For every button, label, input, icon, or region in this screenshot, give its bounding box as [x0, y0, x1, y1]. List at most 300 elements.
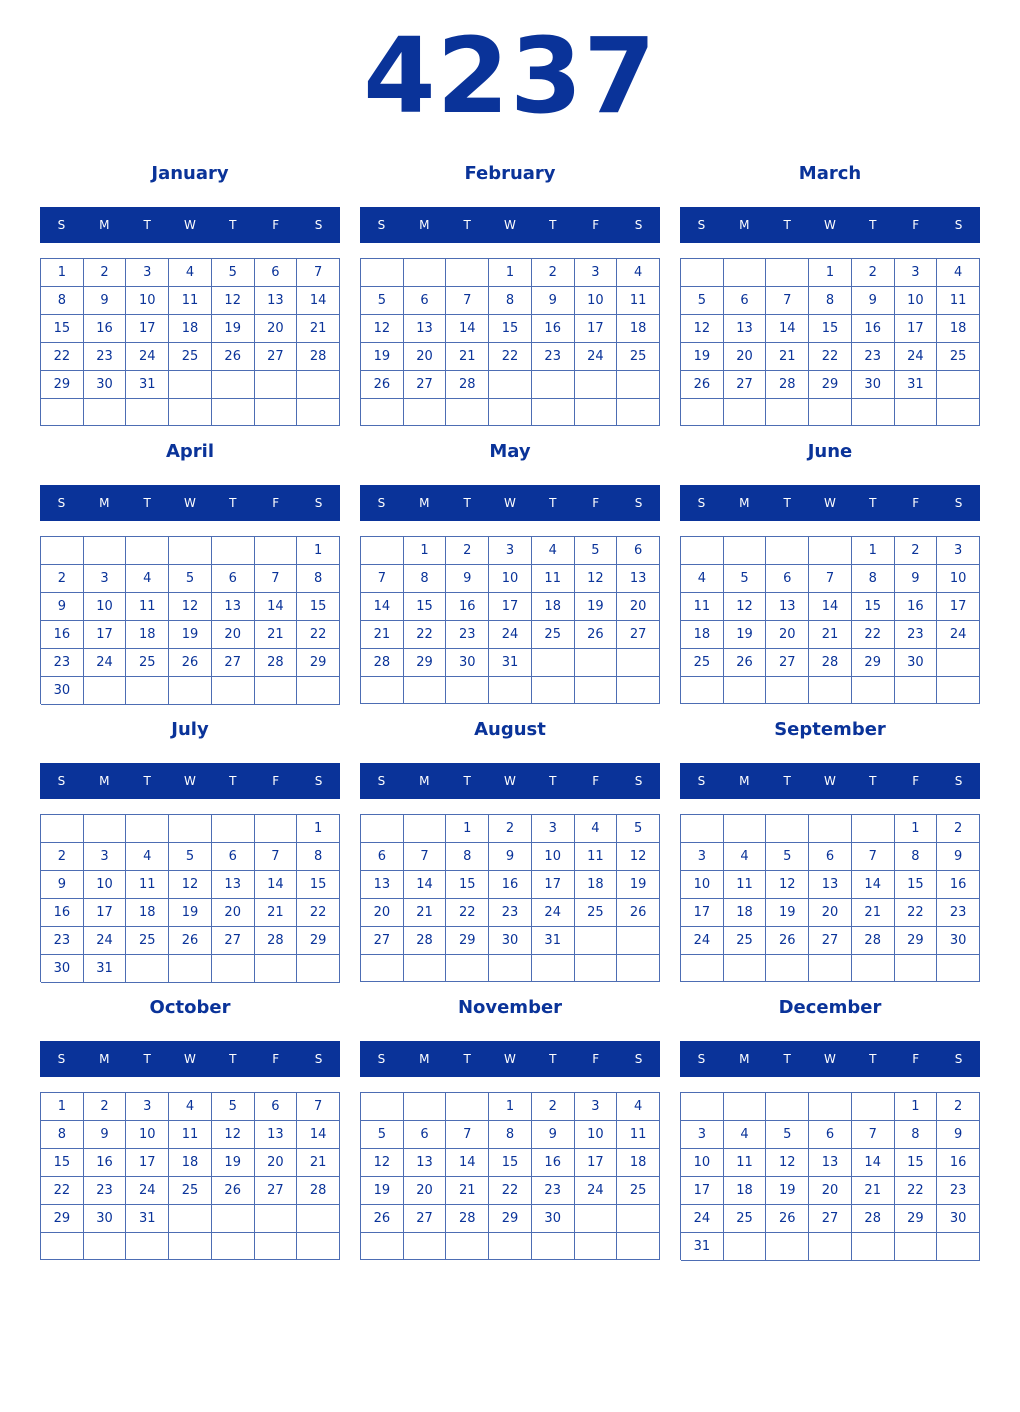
day-cell[interactable]: 29	[446, 927, 489, 955]
day-cell[interactable]: 2	[84, 1093, 127, 1121]
day-cell[interactable]: 21	[297, 315, 340, 343]
day-cell[interactable]: 27	[255, 1177, 298, 1205]
day-cell[interactable]: 10	[126, 1121, 169, 1149]
day-cell[interactable]: 7	[404, 843, 447, 871]
day-cell[interactable]: 28	[361, 649, 404, 677]
day-cell[interactable]: 22	[895, 899, 938, 927]
day-cell[interactable]: 4	[575, 815, 618, 843]
day-cell[interactable]: 23	[532, 1177, 575, 1205]
day-cell[interactable]: 23	[84, 1177, 127, 1205]
day-cell[interactable]: 29	[852, 649, 895, 677]
day-cell[interactable]: 7	[255, 843, 298, 871]
day-cell[interactable]: 21	[852, 899, 895, 927]
day-cell[interactable]: 26	[361, 371, 404, 399]
day-cell[interactable]: 9	[489, 843, 532, 871]
day-cell[interactable]: 2	[84, 259, 127, 287]
day-cell[interactable]: 1	[895, 815, 938, 843]
day-cell[interactable]: 19	[617, 871, 660, 899]
day-cell[interactable]: 22	[297, 621, 340, 649]
day-cell[interactable]: 5	[361, 287, 404, 315]
day-cell[interactable]: 16	[84, 1149, 127, 1177]
day-cell[interactable]: 7	[446, 287, 489, 315]
day-cell[interactable]: 20	[809, 1177, 852, 1205]
day-cell[interactable]: 30	[41, 955, 84, 983]
day-cell[interactable]: 22	[404, 621, 447, 649]
day-cell[interactable]: 5	[212, 259, 255, 287]
day-cell[interactable]: 29	[895, 1205, 938, 1233]
day-cell[interactable]: 1	[404, 537, 447, 565]
day-cell[interactable]: 24	[84, 927, 127, 955]
day-cell[interactable]: 12	[766, 1149, 809, 1177]
day-cell[interactable]: 16	[446, 593, 489, 621]
day-cell[interactable]: 31	[489, 649, 532, 677]
day-cell[interactable]: 25	[724, 1205, 767, 1233]
day-cell[interactable]: 15	[41, 315, 84, 343]
day-cell[interactable]: 27	[361, 927, 404, 955]
day-cell[interactable]: 29	[41, 1205, 84, 1233]
day-cell[interactable]: 14	[446, 315, 489, 343]
day-cell[interactable]: 24	[532, 899, 575, 927]
day-cell[interactable]: 6	[617, 537, 660, 565]
day-cell[interactable]: 10	[489, 565, 532, 593]
day-cell[interactable]: 7	[852, 843, 895, 871]
day-cell[interactable]: 26	[361, 1205, 404, 1233]
day-cell[interactable]: 11	[532, 565, 575, 593]
day-cell[interactable]: 3	[489, 537, 532, 565]
day-cell[interactable]: 17	[895, 315, 938, 343]
day-cell[interactable]: 29	[41, 371, 84, 399]
day-cell[interactable]: 25	[126, 649, 169, 677]
day-cell[interactable]: 31	[532, 927, 575, 955]
day-cell[interactable]: 1	[895, 1093, 938, 1121]
day-cell[interactable]: 12	[617, 843, 660, 871]
day-cell[interactable]: 6	[361, 843, 404, 871]
day-cell[interactable]: 11	[617, 287, 660, 315]
day-cell[interactable]: 9	[84, 287, 127, 315]
day-cell[interactable]: 18	[937, 315, 980, 343]
day-cell[interactable]: 26	[212, 1177, 255, 1205]
day-cell[interactable]: 27	[212, 927, 255, 955]
day-cell[interactable]: 7	[766, 287, 809, 315]
day-cell[interactable]: 11	[126, 871, 169, 899]
day-cell[interactable]: 13	[404, 1149, 447, 1177]
day-cell[interactable]: 10	[681, 1149, 724, 1177]
day-cell[interactable]: 17	[84, 899, 127, 927]
day-cell[interactable]: 25	[126, 927, 169, 955]
day-cell[interactable]: 14	[446, 1149, 489, 1177]
day-cell[interactable]: 12	[724, 593, 767, 621]
day-cell[interactable]: 29	[404, 649, 447, 677]
day-cell[interactable]: 14	[852, 1149, 895, 1177]
day-cell[interactable]: 6	[212, 565, 255, 593]
day-cell[interactable]: 12	[361, 1149, 404, 1177]
day-cell[interactable]: 19	[724, 621, 767, 649]
day-cell[interactable]: 7	[255, 565, 298, 593]
day-cell[interactable]: 6	[212, 843, 255, 871]
day-cell[interactable]: 10	[681, 871, 724, 899]
day-cell[interactable]: 17	[126, 315, 169, 343]
day-cell[interactable]: 5	[724, 565, 767, 593]
day-cell[interactable]: 9	[532, 1121, 575, 1149]
day-cell[interactable]: 4	[724, 1121, 767, 1149]
day-cell[interactable]: 30	[446, 649, 489, 677]
day-cell[interactable]: 2	[937, 815, 980, 843]
day-cell[interactable]: 9	[937, 843, 980, 871]
day-cell[interactable]: 12	[681, 315, 724, 343]
day-cell[interactable]: 16	[532, 1149, 575, 1177]
day-cell[interactable]: 8	[895, 843, 938, 871]
day-cell[interactable]: 3	[681, 1121, 724, 1149]
day-cell[interactable]: 2	[446, 537, 489, 565]
day-cell[interactable]: 19	[212, 1149, 255, 1177]
day-cell[interactable]: 6	[255, 259, 298, 287]
day-cell[interactable]: 13	[212, 871, 255, 899]
day-cell[interactable]: 25	[169, 343, 212, 371]
day-cell[interactable]: 16	[41, 899, 84, 927]
day-cell[interactable]: 30	[937, 927, 980, 955]
day-cell[interactable]: 22	[809, 343, 852, 371]
day-cell[interactable]: 7	[446, 1121, 489, 1149]
day-cell[interactable]: 11	[937, 287, 980, 315]
day-cell[interactable]: 27	[809, 927, 852, 955]
day-cell[interactable]: 23	[937, 899, 980, 927]
day-cell[interactable]: 5	[617, 815, 660, 843]
day-cell[interactable]: 13	[617, 565, 660, 593]
day-cell[interactable]: 16	[489, 871, 532, 899]
day-cell[interactable]: 28	[852, 1205, 895, 1233]
day-cell[interactable]: 20	[809, 899, 852, 927]
day-cell[interactable]: 25	[169, 1177, 212, 1205]
day-cell[interactable]: 17	[84, 621, 127, 649]
day-cell[interactable]: 14	[255, 593, 298, 621]
day-cell[interactable]: 24	[489, 621, 532, 649]
day-cell[interactable]: 12	[169, 593, 212, 621]
day-cell[interactable]: 20	[361, 899, 404, 927]
day-cell[interactable]: 16	[41, 621, 84, 649]
day-cell[interactable]: 31	[84, 955, 127, 983]
day-cell[interactable]: 4	[169, 1093, 212, 1121]
day-cell[interactable]: 17	[681, 899, 724, 927]
day-cell[interactable]: 26	[766, 927, 809, 955]
day-cell[interactable]: 23	[446, 621, 489, 649]
day-cell[interactable]: 28	[297, 343, 340, 371]
day-cell[interactable]: 20	[724, 343, 767, 371]
day-cell[interactable]: 18	[126, 899, 169, 927]
day-cell[interactable]: 12	[212, 287, 255, 315]
day-cell[interactable]: 17	[126, 1149, 169, 1177]
day-cell[interactable]: 8	[404, 565, 447, 593]
day-cell[interactable]: 20	[766, 621, 809, 649]
day-cell[interactable]: 29	[809, 371, 852, 399]
day-cell[interactable]: 18	[617, 1149, 660, 1177]
day-cell[interactable]: 15	[895, 1149, 938, 1177]
day-cell[interactable]: 13	[809, 1149, 852, 1177]
day-cell[interactable]: 21	[361, 621, 404, 649]
day-cell[interactable]: 29	[297, 927, 340, 955]
day-cell[interactable]: 8	[489, 287, 532, 315]
day-cell[interactable]: 25	[575, 899, 618, 927]
day-cell[interactable]: 10	[937, 565, 980, 593]
day-cell[interactable]: 30	[937, 1205, 980, 1233]
day-cell[interactable]: 2	[895, 537, 938, 565]
day-cell[interactable]: 14	[361, 593, 404, 621]
day-cell[interactable]: 11	[617, 1121, 660, 1149]
day-cell[interactable]: 28	[852, 927, 895, 955]
day-cell[interactable]: 28	[404, 927, 447, 955]
day-cell[interactable]: 1	[852, 537, 895, 565]
day-cell[interactable]: 17	[532, 871, 575, 899]
day-cell[interactable]: 13	[255, 1121, 298, 1149]
day-cell[interactable]: 3	[895, 259, 938, 287]
day-cell[interactable]: 2	[532, 1093, 575, 1121]
day-cell[interactable]: 1	[297, 815, 340, 843]
day-cell[interactable]: 22	[489, 1177, 532, 1205]
day-cell[interactable]: 6	[766, 565, 809, 593]
day-cell[interactable]: 16	[84, 315, 127, 343]
day-cell[interactable]: 4	[532, 537, 575, 565]
day-cell[interactable]: 15	[489, 315, 532, 343]
day-cell[interactable]: 4	[126, 565, 169, 593]
day-cell[interactable]: 28	[766, 371, 809, 399]
day-cell[interactable]: 27	[404, 371, 447, 399]
day-cell[interactable]: 8	[446, 843, 489, 871]
day-cell[interactable]: 30	[84, 371, 127, 399]
day-cell[interactable]: 8	[297, 565, 340, 593]
day-cell[interactable]: 19	[681, 343, 724, 371]
day-cell[interactable]: 23	[489, 899, 532, 927]
day-cell[interactable]: 1	[41, 259, 84, 287]
day-cell[interactable]: 25	[617, 1177, 660, 1205]
day-cell[interactable]: 4	[169, 259, 212, 287]
day-cell[interactable]: 5	[575, 537, 618, 565]
day-cell[interactable]: 1	[809, 259, 852, 287]
day-cell[interactable]: 13	[724, 315, 767, 343]
day-cell[interactable]: 8	[41, 287, 84, 315]
day-cell[interactable]: 8	[41, 1121, 84, 1149]
day-cell[interactable]: 22	[895, 1177, 938, 1205]
day-cell[interactable]: 14	[255, 871, 298, 899]
day-cell[interactable]: 21	[852, 1177, 895, 1205]
day-cell[interactable]: 3	[84, 565, 127, 593]
day-cell[interactable]: 10	[532, 843, 575, 871]
day-cell[interactable]: 4	[937, 259, 980, 287]
day-cell[interactable]: 30	[852, 371, 895, 399]
day-cell[interactable]: 10	[575, 287, 618, 315]
day-cell[interactable]: 3	[126, 259, 169, 287]
day-cell[interactable]: 17	[575, 1149, 618, 1177]
day-cell[interactable]: 18	[169, 315, 212, 343]
day-cell[interactable]: 15	[489, 1149, 532, 1177]
day-cell[interactable]: 5	[212, 1093, 255, 1121]
day-cell[interactable]: 6	[809, 1121, 852, 1149]
day-cell[interactable]: 16	[852, 315, 895, 343]
day-cell[interactable]: 24	[681, 927, 724, 955]
day-cell[interactable]: 26	[169, 649, 212, 677]
day-cell[interactable]: 29	[895, 927, 938, 955]
day-cell[interactable]: 21	[446, 343, 489, 371]
day-cell[interactable]: 15	[41, 1149, 84, 1177]
day-cell[interactable]: 6	[255, 1093, 298, 1121]
day-cell[interactable]: 19	[575, 593, 618, 621]
day-cell[interactable]: 24	[575, 1177, 618, 1205]
day-cell[interactable]: 27	[617, 621, 660, 649]
day-cell[interactable]: 6	[809, 843, 852, 871]
day-cell[interactable]: 5	[766, 843, 809, 871]
day-cell[interactable]: 9	[852, 287, 895, 315]
day-cell[interactable]: 17	[489, 593, 532, 621]
day-cell[interactable]: 8	[809, 287, 852, 315]
day-cell[interactable]: 3	[575, 1093, 618, 1121]
day-cell[interactable]: 17	[937, 593, 980, 621]
day-cell[interactable]: 2	[532, 259, 575, 287]
day-cell[interactable]: 10	[84, 593, 127, 621]
day-cell[interactable]: 15	[297, 593, 340, 621]
day-cell[interactable]: 26	[575, 621, 618, 649]
day-cell[interactable]: 21	[255, 899, 298, 927]
day-cell[interactable]: 3	[126, 1093, 169, 1121]
day-cell[interactable]: 6	[724, 287, 767, 315]
day-cell[interactable]: 23	[41, 927, 84, 955]
day-cell[interactable]: 5	[169, 843, 212, 871]
day-cell[interactable]: 9	[84, 1121, 127, 1149]
day-cell[interactable]: 23	[937, 1177, 980, 1205]
day-cell[interactable]: 13	[212, 593, 255, 621]
day-cell[interactable]: 20	[255, 1149, 298, 1177]
day-cell[interactable]: 12	[212, 1121, 255, 1149]
day-cell[interactable]: 29	[297, 649, 340, 677]
day-cell[interactable]: 23	[895, 621, 938, 649]
day-cell[interactable]: 25	[532, 621, 575, 649]
day-cell[interactable]: 21	[297, 1149, 340, 1177]
day-cell[interactable]: 11	[724, 1149, 767, 1177]
day-cell[interactable]: 10	[575, 1121, 618, 1149]
day-cell[interactable]: 9	[532, 287, 575, 315]
day-cell[interactable]: 11	[169, 287, 212, 315]
day-cell[interactable]: 22	[297, 899, 340, 927]
day-cell[interactable]: 17	[575, 315, 618, 343]
day-cell[interactable]: 26	[169, 927, 212, 955]
day-cell[interactable]: 1	[297, 537, 340, 565]
day-cell[interactable]: 14	[766, 315, 809, 343]
day-cell[interactable]: 19	[361, 1177, 404, 1205]
day-cell[interactable]: 9	[895, 565, 938, 593]
day-cell[interactable]: 14	[852, 871, 895, 899]
day-cell[interactable]: 30	[41, 677, 84, 705]
day-cell[interactable]: 22	[41, 343, 84, 371]
day-cell[interactable]: 14	[297, 1121, 340, 1149]
day-cell[interactable]: 18	[126, 621, 169, 649]
day-cell[interactable]: 30	[84, 1205, 127, 1233]
day-cell[interactable]: 17	[681, 1177, 724, 1205]
day-cell[interactable]: 5	[681, 287, 724, 315]
day-cell[interactable]: 5	[766, 1121, 809, 1149]
day-cell[interactable]: 19	[169, 899, 212, 927]
day-cell[interactable]: 24	[126, 1177, 169, 1205]
day-cell[interactable]: 2	[41, 843, 84, 871]
day-cell[interactable]: 21	[809, 621, 852, 649]
day-cell[interactable]: 24	[575, 343, 618, 371]
day-cell[interactable]: 31	[126, 1205, 169, 1233]
day-cell[interactable]: 8	[297, 843, 340, 871]
day-cell[interactable]: 16	[937, 1149, 980, 1177]
day-cell[interactable]: 7	[297, 1093, 340, 1121]
day-cell[interactable]: 28	[446, 371, 489, 399]
day-cell[interactable]: 30	[895, 649, 938, 677]
day-cell[interactable]: 9	[446, 565, 489, 593]
day-cell[interactable]: 24	[937, 621, 980, 649]
day-cell[interactable]: 23	[532, 343, 575, 371]
day-cell[interactable]: 13	[255, 287, 298, 315]
day-cell[interactable]: 27	[724, 371, 767, 399]
day-cell[interactable]: 4	[617, 259, 660, 287]
day-cell[interactable]: 18	[724, 1177, 767, 1205]
day-cell[interactable]: 22	[489, 343, 532, 371]
day-cell[interactable]: 20	[404, 1177, 447, 1205]
day-cell[interactable]: 2	[937, 1093, 980, 1121]
day-cell[interactable]: 19	[361, 343, 404, 371]
day-cell[interactable]: 14	[404, 871, 447, 899]
day-cell[interactable]: 8	[489, 1121, 532, 1149]
day-cell[interactable]: 2	[852, 259, 895, 287]
day-cell[interactable]: 23	[41, 649, 84, 677]
day-cell[interactable]: 15	[895, 871, 938, 899]
day-cell[interactable]: 12	[766, 871, 809, 899]
day-cell[interactable]: 5	[361, 1121, 404, 1149]
day-cell[interactable]: 13	[766, 593, 809, 621]
day-cell[interactable]: 20	[212, 621, 255, 649]
day-cell[interactable]: 4	[126, 843, 169, 871]
day-cell[interactable]: 2	[489, 815, 532, 843]
day-cell[interactable]: 27	[212, 649, 255, 677]
day-cell[interactable]: 15	[446, 871, 489, 899]
day-cell[interactable]: 13	[809, 871, 852, 899]
day-cell[interactable]: 2	[41, 565, 84, 593]
day-cell[interactable]: 15	[297, 871, 340, 899]
day-cell[interactable]: 10	[895, 287, 938, 315]
day-cell[interactable]: 4	[617, 1093, 660, 1121]
day-cell[interactable]: 30	[489, 927, 532, 955]
day-cell[interactable]: 11	[126, 593, 169, 621]
day-cell[interactable]: 27	[404, 1205, 447, 1233]
day-cell[interactable]: 13	[404, 315, 447, 343]
day-cell[interactable]: 19	[766, 899, 809, 927]
day-cell[interactable]: 21	[766, 343, 809, 371]
day-cell[interactable]: 18	[617, 315, 660, 343]
day-cell[interactable]: 16	[937, 871, 980, 899]
day-cell[interactable]: 8	[852, 565, 895, 593]
day-cell[interactable]: 26	[212, 343, 255, 371]
day-cell[interactable]: 22	[41, 1177, 84, 1205]
day-cell[interactable]: 11	[169, 1121, 212, 1149]
day-cell[interactable]: 15	[809, 315, 852, 343]
day-cell[interactable]: 21	[446, 1177, 489, 1205]
day-cell[interactable]: 23	[852, 343, 895, 371]
day-cell[interactable]: 3	[84, 843, 127, 871]
day-cell[interactable]: 4	[724, 843, 767, 871]
day-cell[interactable]: 20	[617, 593, 660, 621]
day-cell[interactable]: 20	[404, 343, 447, 371]
day-cell[interactable]: 18	[724, 899, 767, 927]
day-cell[interactable]: 3	[937, 537, 980, 565]
day-cell[interactable]: 21	[404, 899, 447, 927]
day-cell[interactable]: 14	[297, 287, 340, 315]
day-cell[interactable]: 7	[361, 565, 404, 593]
day-cell[interactable]: 1	[489, 259, 532, 287]
day-cell[interactable]: 31	[895, 371, 938, 399]
day-cell[interactable]: 24	[84, 649, 127, 677]
day-cell[interactable]: 1	[41, 1093, 84, 1121]
day-cell[interactable]: 24	[126, 343, 169, 371]
